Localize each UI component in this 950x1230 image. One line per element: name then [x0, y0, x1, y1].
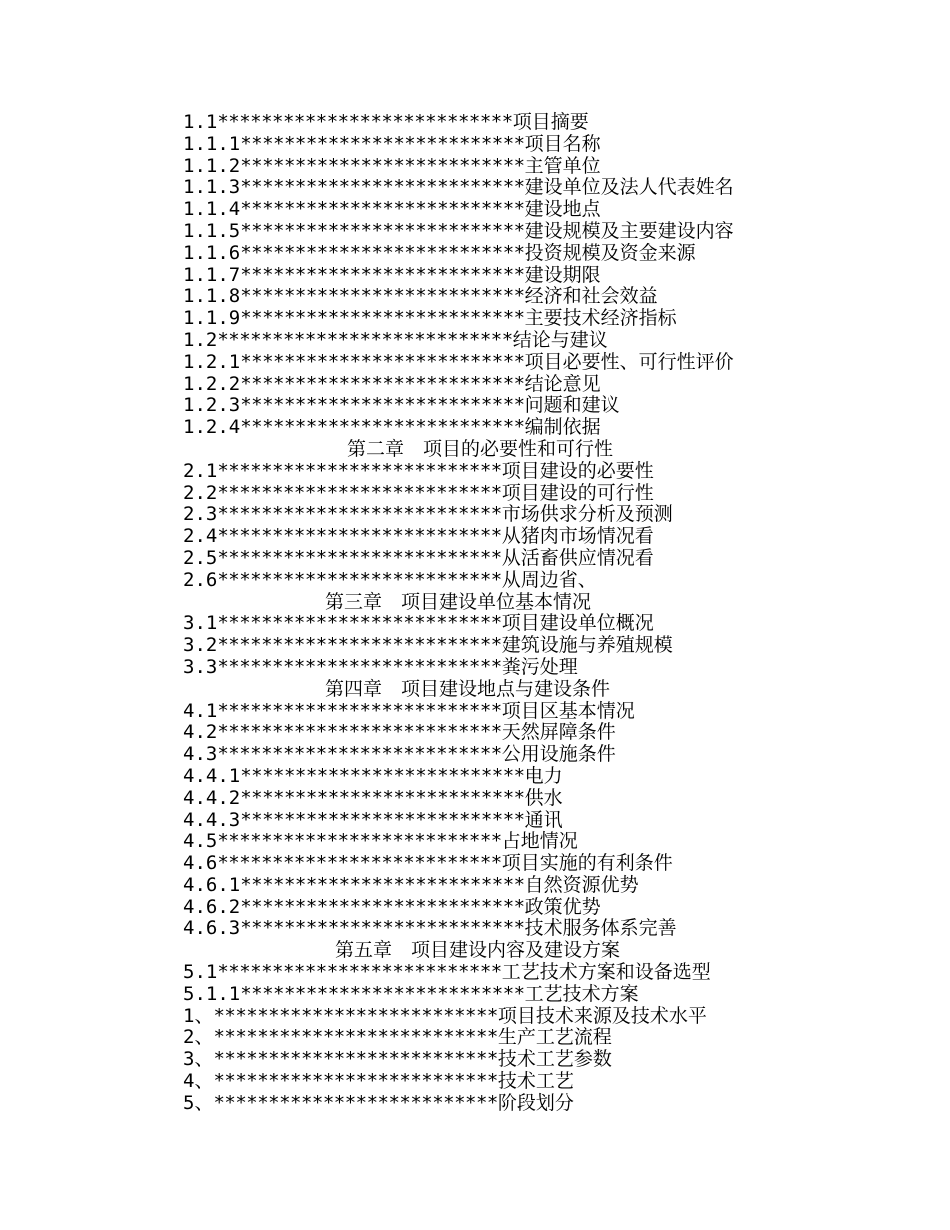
toc-entry-number: 3.2: [183, 634, 218, 657]
toc-entry-title: 政策优势: [524, 895, 601, 918]
toc-entry-leader: **************************: [240, 982, 525, 1005]
toc-entry-number: 1.1.7: [183, 263, 241, 286]
toc-entry-title: 项目建设单位概况: [501, 612, 654, 635]
toc-entry-title: 项目区基本情况: [501, 699, 635, 722]
toc-entry-title: 从活畜供应情况看: [501, 546, 654, 569]
toc-entry-number: 4.4.1: [183, 764, 241, 787]
toc-entry: [183, 613, 783, 635]
toc-entry: [183, 417, 783, 439]
toc-entry-leader: **************************: [240, 350, 525, 373]
toc-entry-leader: **************************: [240, 895, 525, 918]
toc-entry-number: 4.6: [183, 852, 218, 875]
toc-entry: [183, 1093, 783, 1115]
toc-entry-leader: **************************: [217, 961, 502, 984]
toc-entry-number: 5.1.1: [183, 982, 241, 1005]
toc-entry-title: 建设规模及主要建设内容: [524, 219, 734, 242]
toc-entry-title: 编制依据: [524, 416, 601, 439]
toc-entry-title: 天然屏障条件: [501, 721, 616, 744]
toc-entry-title: 项目技术来源及技术水平: [497, 1004, 707, 1027]
toc-entry-title: 建筑设施与养殖规模: [501, 634, 673, 657]
toc-entry: [183, 657, 783, 679]
toc-entry-title: 工艺技术方案: [524, 982, 639, 1005]
toc-entry-number: 1.1.3: [183, 176, 241, 199]
toc-entry: [183, 1027, 783, 1049]
toc-entry-leader: **************************: [240, 873, 525, 896]
toc-entry-leader: **************************: [217, 612, 502, 635]
toc-entry-leader: **************************: [217, 852, 502, 875]
toc-entry: [183, 265, 783, 287]
toc-entry-title: 从猪肉市场情况看: [501, 525, 654, 548]
toc-entry: [183, 308, 783, 330]
toc-entry-number: 1.2.2: [183, 372, 241, 395]
toc-entry-leader: **************************: [240, 176, 525, 199]
toc-entry-title: 问题和建议: [524, 394, 620, 417]
toc-entry-title: 主要技术经济指标: [524, 307, 677, 330]
toc-entry: [183, 918, 783, 940]
toc-entry-leader: ***************************: [217, 111, 513, 133]
toc-entry: [183, 177, 783, 199]
toc-entry: [183, 199, 783, 221]
toc-entry-leader: **************************: [217, 743, 502, 766]
toc-entry-leader: **************************: [213, 1048, 498, 1071]
toc-entry-number: 2.1: [183, 459, 218, 482]
toc-entry-title: 阶段划分: [497, 1091, 574, 1114]
toc-entry: [183, 1006, 783, 1028]
toc-entry-leader: **************************: [213, 1026, 498, 1049]
toc-entry-leader: **************************: [240, 198, 525, 221]
toc-entry: [183, 395, 783, 417]
toc-entry-number: 4.6.2: [183, 895, 241, 918]
toc-entry-number: 2.3: [183, 503, 218, 526]
toc-entry-title: 粪污处理: [501, 655, 578, 678]
toc-entry-number: 2、: [183, 1026, 214, 1049]
toc-entry-leader: **************************: [240, 372, 525, 395]
toc-entry-number: 1.2.1: [183, 350, 241, 373]
toc-entry-number: 1.1.1: [183, 132, 241, 155]
toc-entry-leader: **************************: [240, 285, 525, 308]
toc-entry-number: 5、: [183, 1091, 214, 1114]
toc-entry: [183, 112, 783, 134]
toc-entry: [183, 548, 783, 570]
toc-entry-title: 结论意见: [524, 372, 601, 395]
toc-entry: [183, 374, 783, 396]
toc-entry-title: 占地情况: [501, 830, 578, 853]
toc-entry-number: 3.3: [183, 655, 218, 678]
toc-entry-leader: **************************: [240, 132, 525, 155]
toc-entry-title: 项目建设的必要性: [501, 459, 654, 482]
toc-entry: [183, 788, 783, 810]
toc-entry-leader: **************************: [217, 634, 502, 657]
toc-entry-leader: **************************: [240, 219, 525, 242]
toc-entry-leader: **************************: [217, 503, 502, 526]
toc-entry-leader: **************************: [217, 655, 502, 678]
toc-entry: [183, 701, 783, 723]
toc-entry-leader: **************************: [240, 307, 525, 330]
toc-entry-number: 1.2.4: [183, 416, 241, 439]
toc-entry-number: 4.6.3: [183, 917, 241, 940]
toc-entry: [183, 831, 783, 853]
toc-entry-title: 结论与建议: [512, 328, 608, 351]
toc-entry: [183, 984, 783, 1006]
toc-entry-number: 3、: [183, 1048, 214, 1071]
toc-entry-number: 1.1.2: [183, 154, 241, 177]
toc-entry-title: 主管单位: [524, 154, 601, 177]
toc-entry-number: 1、: [183, 1004, 214, 1027]
toc-entry-number: 4.4.2: [183, 786, 241, 809]
toc-entry: [183, 461, 783, 483]
toc-entry-title: 项目必要性、可行性评价: [524, 350, 734, 373]
toc-entry-leader: **************************: [213, 1091, 498, 1114]
toc-entry: [183, 853, 783, 875]
toc-entry-leader: **************************: [240, 394, 525, 417]
toc-entry-number: 1.1.4: [183, 198, 241, 221]
toc-entry-leader: ***************************: [217, 328, 513, 351]
toc-entry: [183, 810, 783, 832]
toc-entry-leader: **************************: [240, 808, 525, 831]
toc-entry-title: 供水: [524, 786, 563, 809]
toc-entry-leader: **************************: [240, 786, 525, 809]
toc-entry: [183, 156, 783, 178]
toc-entry-title: 通讯: [524, 808, 563, 831]
toc-entry: [183, 744, 783, 766]
toc-entry-title: 市场供求分析及预测: [501, 503, 673, 526]
toc-entry-title: 技术工艺参数: [497, 1048, 612, 1071]
toc-entry: [183, 286, 783, 308]
toc-entry: [183, 221, 783, 243]
toc-entry: [183, 1049, 783, 1071]
toc-entry-title: 项目名称: [524, 132, 601, 155]
toc-entry-leader: **************************: [240, 263, 525, 286]
toc-entry-leader: **************************: [240, 416, 525, 439]
toc-entry: [183, 483, 783, 505]
toc-entry: [183, 504, 783, 526]
chapter-heading: 第三章 项目建设单位基本情况: [325, 590, 592, 613]
toc-entry: [183, 897, 783, 919]
toc-entry-number: 1.1.9: [183, 307, 241, 330]
toc-entry-title: 经济和社会效益: [524, 285, 658, 308]
toc-entry-number: 3.1: [183, 612, 218, 635]
toc-entry-leader: **************************: [240, 917, 525, 940]
toc-entry-number: 1.2.3: [183, 394, 241, 417]
toc-entry-leader: **************************: [217, 459, 502, 482]
toc-entry-leader: **************************: [240, 764, 525, 787]
toc-entry-title: 项目实施的有利条件: [501, 852, 673, 875]
toc-entry-number: 1.1: [183, 111, 218, 133]
toc-entry: [183, 722, 783, 744]
toc-entry: [183, 1071, 783, 1093]
toc-entry-number: 1.1.8: [183, 285, 241, 308]
toc-entry-title: 项目摘要: [512, 111, 589, 133]
toc-entry-leader: **************************: [217, 721, 502, 744]
toc-entry-leader: **************************: [217, 830, 502, 853]
toc-entry-title: 项目建设的可行性: [501, 481, 654, 504]
toc-entry: [183, 635, 783, 657]
toc-entry-title: 工艺技术方案和设备选型: [501, 961, 711, 984]
toc-entry-number: 1.1.6: [183, 241, 241, 264]
toc-entry-leader: **************************: [213, 1070, 498, 1093]
toc-entry: [183, 875, 783, 897]
toc-entry: [183, 352, 783, 374]
toc-entry-leader: **************************: [240, 154, 525, 177]
toc-entry-title: 投资规模及资金来源: [524, 241, 696, 264]
toc-entry-title: 技术工艺: [497, 1070, 574, 1093]
toc-entry: [183, 330, 783, 352]
toc-entry-number: 4、: [183, 1070, 214, 1093]
toc-entry-number: 4.1: [183, 699, 218, 722]
chapter-heading: 第四章 项目建设地点与建设条件: [325, 677, 611, 700]
toc-entry-leader: **************************: [217, 481, 502, 504]
toc-entry-title: 电力: [524, 764, 563, 787]
toc-entry-number: 2.6: [183, 568, 218, 591]
toc-entry: [183, 526, 783, 548]
toc-entry-leader: **************************: [240, 241, 525, 264]
toc-entry-title: 技术服务体系完善: [524, 917, 677, 940]
toc-entry-number: 5.1: [183, 961, 218, 984]
toc-entry-leader: **************************: [217, 568, 502, 591]
toc-entry-number: 4.6.1: [183, 873, 241, 896]
toc-entry-leader: **************************: [217, 699, 502, 722]
toc-entry-number: 4.2: [183, 721, 218, 744]
toc-entry-leader: **************************: [217, 546, 502, 569]
toc-entry-number: 4.3: [183, 743, 218, 766]
toc-entry-number: 4.5: [183, 830, 218, 853]
toc-entry: [183, 243, 783, 265]
toc-entry-number: 2.5: [183, 546, 218, 569]
toc-entry-leader: **************************: [213, 1004, 498, 1027]
toc-entry: [183, 570, 783, 592]
toc-entry: [183, 134, 783, 156]
chapter-heading: 第五章 项目建设内容及建设方案: [335, 939, 621, 962]
toc-entry-number: 4.4.3: [183, 808, 241, 831]
toc-entry-number: 2.4: [183, 525, 218, 548]
toc-entry-title: 建设单位及法人代表姓名: [524, 176, 734, 199]
toc-entry-number: 1.2: [183, 328, 218, 351]
toc-entry: [183, 766, 783, 788]
toc-entry-title: 建设期限: [524, 263, 601, 286]
toc-entry-title: 自然资源优势: [524, 873, 639, 896]
table-of-contents: [183, 112, 783, 1115]
toc-entry-title: 生产工艺流程: [497, 1026, 612, 1049]
toc-entry: [183, 962, 783, 984]
toc-entry-leader: **************************: [217, 525, 502, 548]
toc-entry-title: 建设地点: [524, 198, 601, 221]
toc-entry-number: 1.1.5: [183, 219, 241, 242]
toc-entry-number: 2.2: [183, 481, 218, 504]
chapter-heading: 第二章 项目的必要性和可行性: [347, 437, 614, 460]
toc-entry-title: 从周边省、: [501, 568, 597, 591]
toc-entry-title: 公用设施条件: [501, 743, 616, 766]
